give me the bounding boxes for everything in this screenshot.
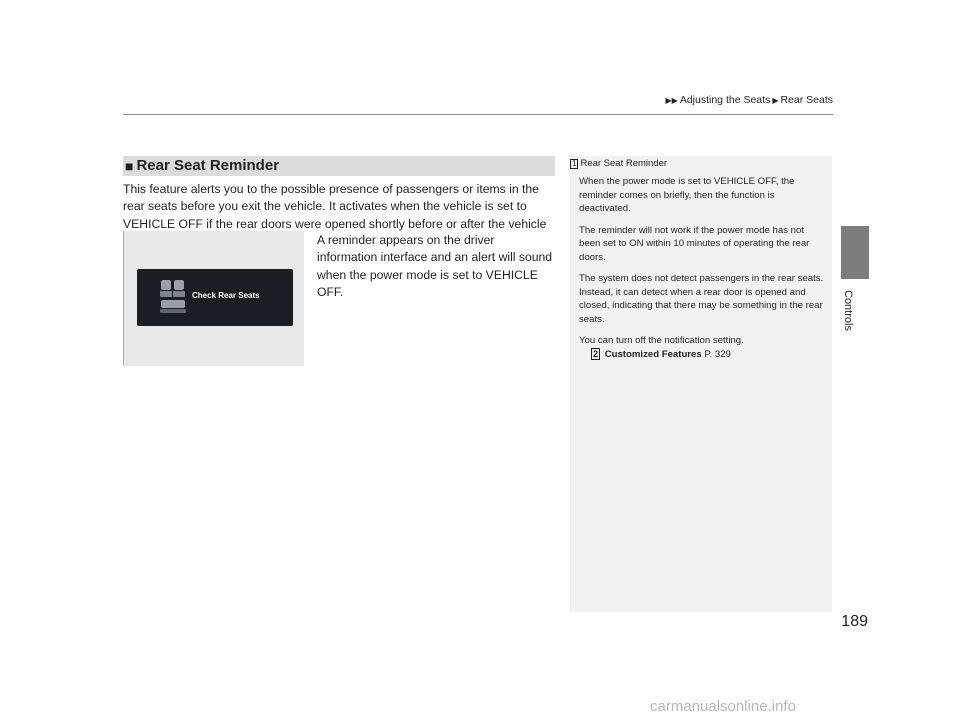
- chapter-tab-label: Controls: [842, 290, 854, 331]
- section-heading: [123, 156, 555, 176]
- square-bullet-icon: ■: [125, 158, 134, 174]
- intro-paragraph: This feature alerts you to the possible presence of passengers or items in the rear seats before you exit the vehicle. It activates when the vehicle is set to VEHICLE OFF if the rear doors were opened shortly before or after the vehicle: [123, 182, 547, 231]
- xref-label: Customized Features: [604, 348, 702, 360]
- header-rule: [123, 114, 833, 115]
- breadcrumb-item[interactable]: Adjusting the Seats: [679, 94, 771, 106]
- side-note-heading: [570, 158, 667, 169]
- cross-reference-link[interactable]: [591, 348, 824, 362]
- xref-page: P. 329: [704, 348, 731, 360]
- check-rear-seats-text: Check Rear Seats: [192, 291, 260, 300]
- side-note-paragraph: You can turn off the notification setting.: [579, 335, 744, 346]
- chapter-tab: [841, 226, 869, 279]
- dashboard-figure: [123, 231, 304, 366]
- cross-reference-icon: 2: [593, 348, 599, 359]
- rear-seats-icon: [159, 278, 187, 316]
- section-title: Rear Seat Reminder: [136, 157, 280, 174]
- triangle-right-icon: ▶: [772, 95, 779, 105]
- watermark: carmanualsonline.info: [650, 698, 796, 715]
- note-number-icon: 1: [572, 158, 577, 168]
- description-paragraph: A reminder appears on the driver information interface and an alert will sound when the power mode is set to VEHICLE OFF.: [317, 233, 553, 299]
- triangle-right-icon: ▶▶: [665, 95, 678, 105]
- page-number: 189: [841, 613, 868, 630]
- side-note-paragraph: The reminder will not work if the power mode has not been set to ON within 10 minutes of operating the rear doors.: [579, 224, 810, 263]
- side-note-title: Rear Seat Reminder: [580, 158, 668, 169]
- breadcrumb-item[interactable]: Rear Seats: [780, 94, 833, 106]
- breadcrumb: [666, 94, 833, 106]
- side-note-paragraph: When the power mode is set to VEHICLE OFF, the reminder comes on briefly, then the function is deactivated.: [579, 176, 795, 214]
- side-note-panel: [570, 156, 832, 612]
- side-note-body: [579, 175, 824, 361]
- driver-info-screen: [137, 269, 293, 326]
- side-note-paragraph: The system does not detect passengers in the rear seats. Instead, it can detect when a rear door is opened and closed, indicating that there may be something in the rear seats.: [579, 273, 824, 325]
